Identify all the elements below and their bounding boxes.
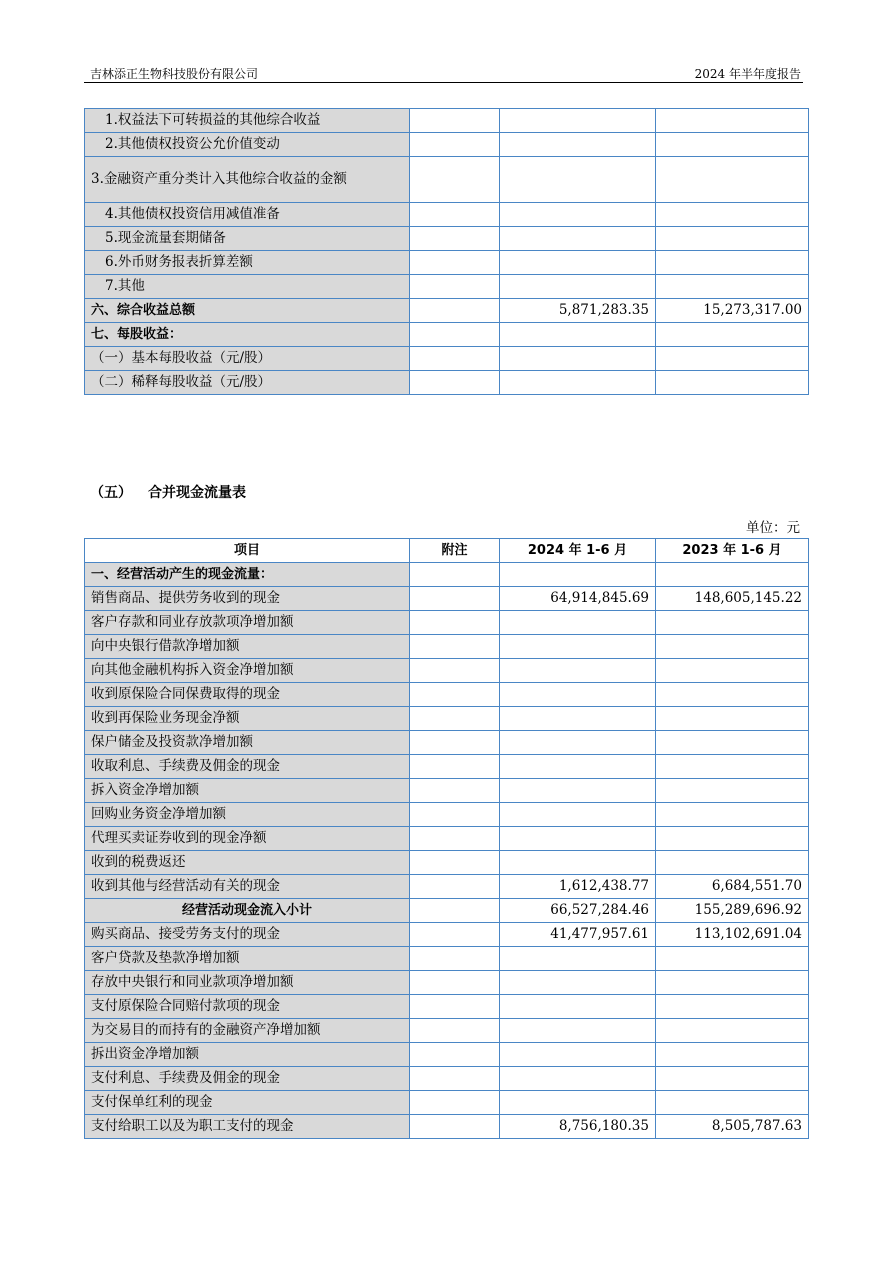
row-note [410, 1043, 500, 1067]
row-label: 一、经营活动产生的现金流量： [85, 563, 410, 587]
row-note [410, 707, 500, 731]
table-row [85, 587, 809, 611]
row-note [410, 299, 500, 323]
row-value-prior [656, 371, 809, 395]
header-2023: 2023 年 1-6 月 [656, 539, 809, 563]
row-label: 2.其他债权投资公允价值变动 [85, 133, 410, 157]
row-label: 支付保单红利的现金 [85, 1091, 410, 1115]
report-title: 2024 年半年度报告 [694, 67, 801, 81]
row-value-current [500, 683, 656, 707]
table-row [85, 755, 809, 779]
row-value-prior [656, 275, 809, 299]
section-number: （五） [90, 485, 132, 501]
row-label: 存放中央银行和同业款项净增加额 [85, 971, 410, 995]
row-value-current [500, 1043, 656, 1067]
table-row [85, 1043, 809, 1067]
table-row [85, 133, 809, 157]
row-label: 保户储金及投资款净增加额 [85, 731, 410, 755]
row-value-prior [656, 611, 809, 635]
row-label: 收到原保险合同保费取得的现金 [85, 683, 410, 707]
row-value-current: 66,527,284.46 [500, 899, 656, 923]
row-value-prior [656, 779, 809, 803]
row-value-prior [656, 635, 809, 659]
row-value-current [500, 635, 656, 659]
row-value-current [500, 275, 656, 299]
row-label: （一）基本每股收益（元/股） [85, 347, 410, 371]
row-value-prior [656, 707, 809, 731]
row-value-prior [656, 731, 809, 755]
row-label: 代理买卖证券收到的现金净额 [85, 827, 410, 851]
row-value-prior [656, 803, 809, 827]
row-note [410, 563, 500, 587]
table-row [85, 611, 809, 635]
row-value-current: 1,612,438.77 [500, 875, 656, 899]
row-value-prior [656, 133, 809, 157]
row-value-current [500, 227, 656, 251]
row-note [410, 995, 500, 1019]
row-value-prior [656, 755, 809, 779]
row-note [410, 923, 500, 947]
row-value-current [500, 133, 656, 157]
comprehensive-income-table [84, 108, 809, 395]
row-note [410, 203, 500, 227]
row-note [410, 635, 500, 659]
row-value-prior [656, 109, 809, 133]
row-note [410, 755, 500, 779]
row-note [410, 227, 500, 251]
row-value-prior [656, 227, 809, 251]
row-value-current [500, 371, 656, 395]
row-label: 支付原保险合同赔付款项的现金 [85, 995, 410, 1019]
row-value-prior: 148,605,145.22 [656, 587, 809, 611]
table-row [85, 659, 809, 683]
row-value-prior [656, 203, 809, 227]
row-value-prior [656, 1019, 809, 1043]
row-note [410, 971, 500, 995]
row-value-current [500, 731, 656, 755]
row-value-prior: 6,684,551.70 [656, 875, 809, 899]
row-value-prior [656, 563, 809, 587]
table-row [85, 779, 809, 803]
row-value-current [500, 995, 656, 1019]
table-row [85, 995, 809, 1019]
row-note [410, 779, 500, 803]
row-value-prior [656, 323, 809, 347]
row-value-current [500, 755, 656, 779]
row-note [410, 347, 500, 371]
row-value-current [500, 347, 656, 371]
table-row [85, 1019, 809, 1043]
table-row [85, 227, 809, 251]
row-value-current [500, 659, 656, 683]
row-value-prior [656, 947, 809, 971]
row-value-current: 5,871,283.35 [500, 299, 656, 323]
table-row [85, 323, 809, 347]
row-label: 回购业务资金净增加额 [85, 803, 410, 827]
row-note [410, 731, 500, 755]
row-note [410, 851, 500, 875]
table-row [85, 347, 809, 371]
row-note [410, 683, 500, 707]
row-value-current [500, 803, 656, 827]
table-row [85, 203, 809, 227]
row-value-prior: 15,273,317.00 [656, 299, 809, 323]
header-note: 附注 [410, 539, 500, 563]
row-value-prior [656, 1043, 809, 1067]
row-label: 1.权益法下可转损益的其他综合收益 [85, 109, 410, 133]
row-label: 购买商品、接受劳务支付的现金 [85, 923, 410, 947]
row-value-prior [656, 347, 809, 371]
row-value-prior [656, 251, 809, 275]
section-title [90, 482, 246, 502]
row-note [410, 133, 500, 157]
row-label: 客户贷款及垫款净增加额 [85, 947, 410, 971]
row-value-prior [656, 157, 809, 203]
row-value-current [500, 563, 656, 587]
row-label: 经营活动现金流入小计 [85, 899, 410, 923]
row-label: 向中央银行借款净增加额 [85, 635, 410, 659]
row-note [410, 1115, 500, 1139]
row-value-current [500, 1019, 656, 1043]
table-row [85, 851, 809, 875]
row-value-current [500, 827, 656, 851]
table-row [85, 803, 809, 827]
row-note [410, 1019, 500, 1043]
table-row [85, 109, 809, 133]
table-row [85, 635, 809, 659]
row-label: 收取利息、手续费及佣金的现金 [85, 755, 410, 779]
row-note [410, 157, 500, 203]
cash-flow-table [84, 538, 809, 1139]
row-value-current [500, 109, 656, 133]
row-value-current [500, 947, 656, 971]
row-note [410, 109, 500, 133]
row-value-prior [656, 1067, 809, 1091]
row-label: 3.金融资产重分类计入其他综合收益的金额 [85, 157, 410, 203]
table-row [85, 875, 809, 899]
row-label: 6.外币财务报表折算差额 [85, 251, 410, 275]
table-row [85, 563, 809, 587]
row-note [410, 947, 500, 971]
row-value-prior [656, 683, 809, 707]
table-row [85, 731, 809, 755]
row-note [410, 251, 500, 275]
row-value-current: 8,756,180.35 [500, 1115, 656, 1139]
row-label: 支付给职工以及为职工支付的现金 [85, 1115, 410, 1139]
company-name: 吉林添正生物科技股份有限公司 [90, 67, 259, 81]
row-value-prior [656, 659, 809, 683]
row-value-current [500, 611, 656, 635]
row-value-prior: 113,102,691.04 [656, 923, 809, 947]
row-note [410, 1067, 500, 1091]
row-note [410, 803, 500, 827]
row-label: 向其他金融机构拆入资金净增加额 [85, 659, 410, 683]
row-value-current [500, 779, 656, 803]
row-label: 支付利息、手续费及佣金的现金 [85, 1067, 410, 1091]
row-value-prior: 8,505,787.63 [656, 1115, 809, 1139]
row-value-current [500, 707, 656, 731]
row-note [410, 371, 500, 395]
table-row [85, 827, 809, 851]
row-value-prior [656, 851, 809, 875]
table-row [85, 157, 809, 203]
row-label: 销售商品、提供劳务收到的现金 [85, 587, 410, 611]
table-header-row [85, 539, 809, 563]
table-row [85, 299, 809, 323]
row-note [410, 275, 500, 299]
row-label: 5.现金流量套期储备 [85, 227, 410, 251]
row-value-current: 64,914,845.69 [500, 587, 656, 611]
row-value-current [500, 1091, 656, 1115]
row-label: 为交易目的而持有的金融资产净增加额 [85, 1019, 410, 1043]
row-value-current [500, 1067, 656, 1091]
row-value-current [500, 323, 656, 347]
row-value-current [500, 203, 656, 227]
header-item: 项目 [85, 539, 410, 563]
table-row [85, 947, 809, 971]
row-label: 4.其他债权投资信用减值准备 [85, 203, 410, 227]
table-row [85, 1067, 809, 1091]
row-label: 拆入资金净增加额 [85, 779, 410, 803]
section-heading: 合并现金流量表 [148, 485, 246, 501]
row-value-prior: 155,289,696.92 [656, 899, 809, 923]
table-row [85, 251, 809, 275]
row-note [410, 827, 500, 851]
row-label: 六、综合收益总额 [85, 299, 410, 323]
row-value-current: 41,477,957.61 [500, 923, 656, 947]
table-row [85, 1115, 809, 1139]
row-value-prior [656, 995, 809, 1019]
row-note [410, 1091, 500, 1115]
row-label: 七、每股收益： [85, 323, 410, 347]
row-note [410, 899, 500, 923]
row-note [410, 611, 500, 635]
row-note [410, 659, 500, 683]
row-label: 收到其他与经营活动有关的现金 [85, 875, 410, 899]
table-row [85, 707, 809, 731]
header-2024: 2024 年 1-6 月 [500, 539, 656, 563]
row-value-current [500, 971, 656, 995]
table-row [85, 275, 809, 299]
table-row [85, 683, 809, 707]
page-header [84, 62, 803, 83]
row-value-current [500, 251, 656, 275]
row-note [410, 323, 500, 347]
row-value-prior [656, 827, 809, 851]
row-label: 拆出资金净增加额 [85, 1043, 410, 1067]
row-label: （二）稀释每股收益（元/股） [85, 371, 410, 395]
row-label: 7.其他 [85, 275, 410, 299]
row-value-current [500, 157, 656, 203]
row-value-current [500, 851, 656, 875]
row-value-prior [656, 1091, 809, 1115]
row-note [410, 587, 500, 611]
table-row [85, 923, 809, 947]
row-label: 收到的税费返还 [85, 851, 410, 875]
table-row [85, 1091, 809, 1115]
unit-label: 单位：元 [746, 520, 800, 536]
row-label: 客户存款和同业存放款项净增加额 [85, 611, 410, 635]
row-value-prior [656, 971, 809, 995]
row-note [410, 875, 500, 899]
table-row [85, 371, 809, 395]
table-row [85, 971, 809, 995]
table-row [85, 899, 809, 923]
row-label: 收到再保险业务现金净额 [85, 707, 410, 731]
